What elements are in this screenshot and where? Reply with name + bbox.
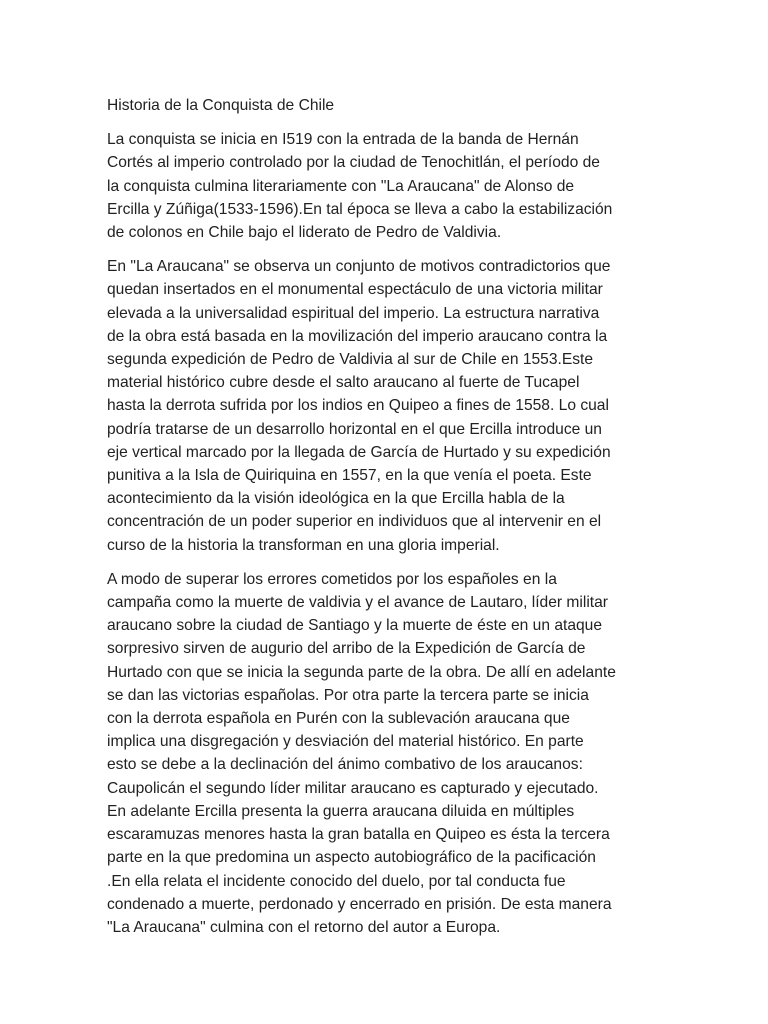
text-line: elevada a la universalidad espiritual del imperio. La estructura narrativa	[107, 304, 600, 322]
paragraph-1	[107, 128, 663, 244]
document-page	[107, 94, 663, 950]
text-line: .En ella relata el incidente conocido del duelo, por tal conducta fue	[107, 872, 566, 890]
text-line: En adelante Ercilla presenta la guerra araucana diluida en múltiples	[107, 802, 575, 820]
text-line: En "La Araucana" se observa un conjunto de motivos contradictorios que	[107, 258, 611, 276]
text-line: araucano sobre la ciudad de Santiago y la muerte de éste en un ataque	[107, 617, 603, 635]
text-line: hasta la derrota sufrida por los indios en Quipeo a fines de 1558. Lo cual	[107, 397, 609, 415]
paragraph-2	[107, 255, 663, 557]
text-line: eje vertical marcado por la llegada de García de Hurtado y su expedición	[107, 443, 611, 461]
text-line: escaramuzas menores hasta la gran batalla en Quipeo es ésta la tercera	[107, 826, 610, 844]
document-title: Historia de la Conquista de Chile	[107, 97, 335, 114]
text-line: Hurtado con que se inicia la segunda parte de la obra. De allí en adelante	[107, 663, 616, 681]
text-line: quedan insertados en el monumental espectáculo de una victoria militar	[107, 281, 603, 299]
text-line: acontecimiento da la visión ideológica en la que Ercilla habla de la	[107, 490, 565, 508]
text-line: segunda expedición de Pedro de Valdivia al sur de Chile en 1553.Este	[107, 351, 594, 369]
text-line: campaña como la muerte de valdivia y el avance de Lautaro, líder militar	[107, 594, 608, 612]
text-line: de la obra está basada en la movilización del imperio araucano contra la	[107, 327, 608, 345]
text-line: implica una disgregación y desviación del material histórico. En parte	[107, 733, 584, 751]
text-line: A modo de superar los errores cometidos por los españoles en la	[107, 570, 557, 588]
text-line: podría tratarse de un desarrollo horizontal en el que Ercilla introduce un	[107, 420, 602, 438]
text-line: Cortés al imperio controlado por la ciudad de Tenochitlán, el período de	[107, 154, 600, 172]
text-line: punitiva a la Isla de Quiriquina en 1557, en la que venía el poeta. Este	[107, 467, 592, 485]
text-line: curso de la historia la transforman en una gloria imperial.	[107, 536, 500, 554]
text-line: con la derrota española en Purén con la sublevación araucana que	[107, 710, 570, 728]
text-line: la conquista culmina literariamente con "La Araucana" de Alonso de	[107, 177, 575, 195]
paragraph-3	[107, 568, 663, 939]
text-line: de colonos en Chile bajo el liderato de Pedro de Valdivia.	[107, 224, 502, 242]
text-line: La conquista se inicia en I519 con la entrada de la banda de Hernán	[107, 131, 579, 149]
text-line: Ercilla y Zúñiga(1533-1596).En tal época se lleva a cabo la estabilización	[107, 200, 613, 218]
text-line: parte en la que predomina un aspecto autobiográfico de la pacificación	[107, 849, 596, 867]
text-line: material histórico cubre desde el salto araucano al fuerte de Tucapel	[107, 374, 580, 392]
text-line: esto se debe a la declinación del ánimo combativo de los araucanos:	[107, 756, 583, 774]
text-line: sorpresivo sirven de augurio del arribo de la Expedición de García de	[107, 640, 586, 658]
text-line: Caupolicán el segundo líder militar araucano es capturado y ejecutado.	[107, 779, 599, 797]
text-line: se dan las victorias españolas. Por otra parte la tercera parte se inicia	[107, 686, 589, 704]
text-line: "La Araucana" culmina con el retorno del autor a Europa.	[107, 918, 501, 936]
text-line: condenado a muerte, perdonado y encerrado en prisión. De esta manera	[107, 895, 612, 913]
text-line: concentración de un poder superior en individuos que al intervenir en el	[107, 513, 602, 531]
